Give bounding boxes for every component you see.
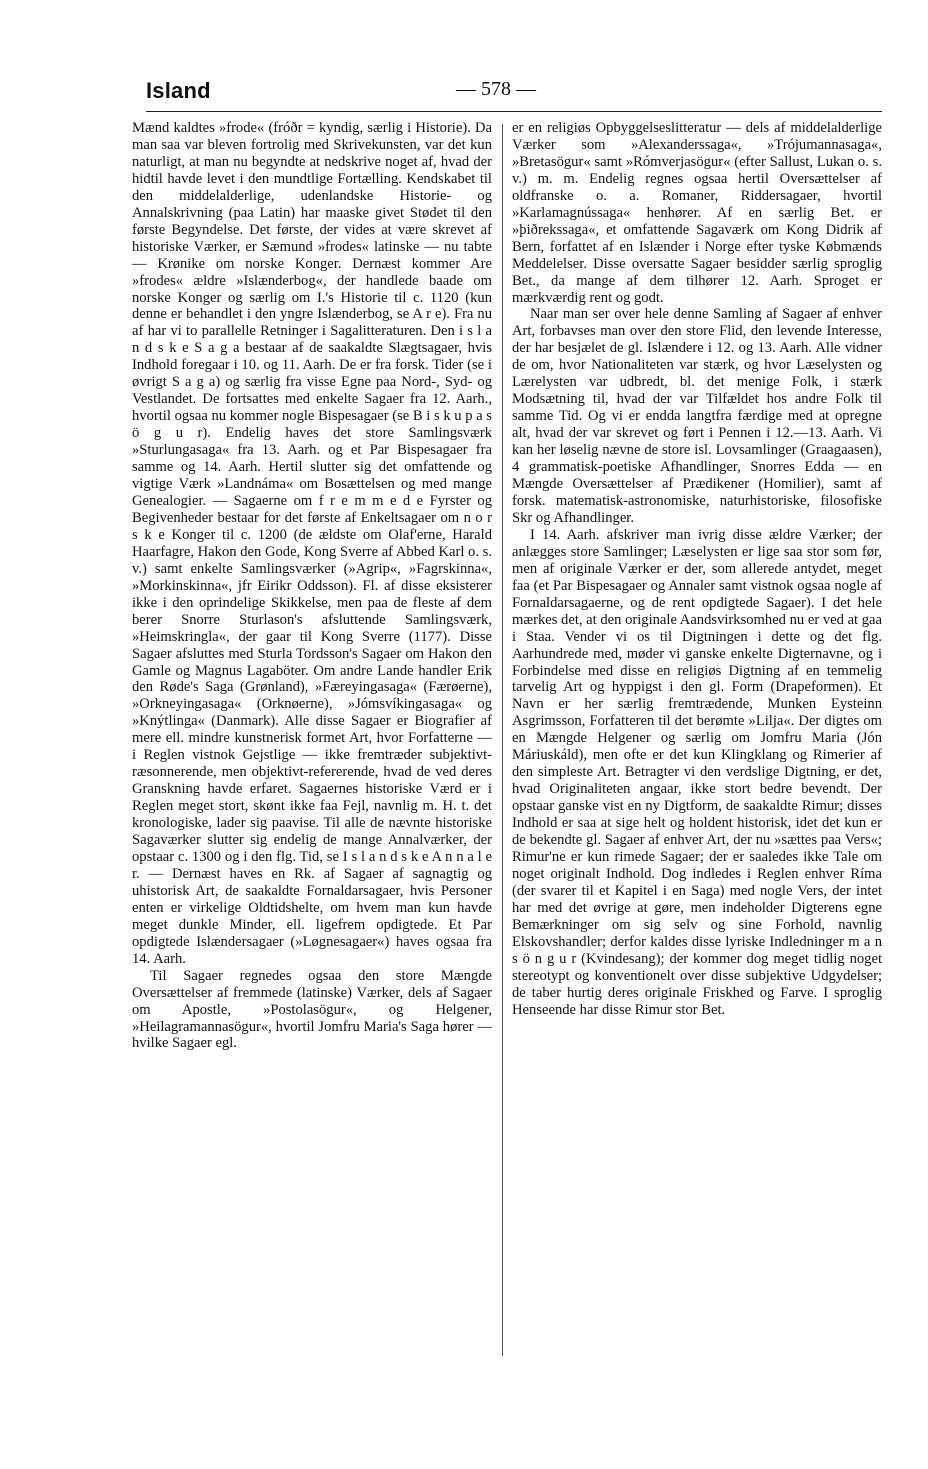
page-title: Island xyxy=(146,78,211,103)
paragraph: Til Sagaer regnedes ogsaa den store Mængde Oversættelser af fremmede (latinske) Værker, dels af Sagaer om Apostle, »Postolasögur«, og Helgener, »Heilagramannasögur«, hvortil Jomfru Maria's Saga hører — hvilke Sagaer egl. xyxy=(132,967,492,1052)
page-number: — 578 — xyxy=(456,78,536,100)
paragraph: er en religiøs Opbyggelseslitteratur — dels af middelalderlige Værker som »Alexanderssaga«, »Trójumannasaga«, »Bretasögur« samt »Rómverjasögur« (efter Sallust, Lukan o. s. v.) m. m. Endelig regnes ogsaa hertil Oversættelser af oldfranske o. a. Romaner, Riddersagaer, hvortil »Karlamagnússaga« henhører. Af en særlig Bet. er »þiðrekssaga«, et omfattende Sagaværk om Kong Didrik af Bern, forfattet af en Islænder i Norge efter tyske Købmænds Meddelelser. Disse oversatte Sagaer besidder særlig sproglig Bet., da mange af dem tilhører 12. Aarh. Sproget er mærkværdig rent og godt. xyxy=(512,120,882,306)
paragraph: Mænd kaldtes »frode« (fróðr = kyndig, særlig i Historie). Da man saa var bleven fortrolig med Skrivekunsten, var det kun naturligt, at man nu begyndte at nedskrive noget af, hvad der hidtil havde levet i den mundtlige Fortælling. Kendskabet til den middelalderlige, udenlandske Historie- og Annalskrivning (paa Latin) har maaske givet Stødet til den første Begyndelse. Det første, der vides at være skrevet af historiske Værker, er Sæmund »frodes« latinske — nu tabte — Krønike om norske Konger. Dernæst kommer Are »frodes« ældre »Islænderbog«, der handlede baade om norske Konger og særlig om I.'s Historie til c. 1120 (kun denne er behandlet i den yngre Islænderbog, se A r e). Fra nu af har vi to parallelle Retninger i Sagalitteraturen. Den i s l a n d s k e S a g a bestaar af de saakaldte Slægtsagaer, hvis Indhold foregaar i 10. og 11. Aarh. De er fra forsk. Tider (se i øvrigt S a g a) og særlig fra visse Egne paa Nord-, Syd- og Vestlandet. De fortsattes med enkelte Sagaer fra 12. Aarh., hvortil ogsaa nu kommer nogle Bispesagaer (se B i s k u p a s ö g u r). Endelig haves det store Samlingsværk »Sturlungasaga« fra 13. Aarh. og et Par Bispesagaer fra samme og 14. Aarh. Hertil slutter sig det omfattende og vigtige Værk »Landnáma« om Bosættelsen og med mange Genealogier. — Sagaerne om f r e m m e d e Fyrster og Begivenheder bestaar for det første af Enkeltsagaer om n o r s k e Konger til c. 1200 (de ældste om Olaf'erne, Harald Haarfagre, Hakon den Gode, Kong Sverre af Abbed Karl o. s. v.) samt enkelte Samlingsværker (»Agrip«, »Fagrskinna«, »Morkinskinna«, jfr Eirikr Oddsson). Fl. af disse eksisterer ikke i den oprindelige Skikkelse, men paa de fleste af dem berer Snorre Sturlason's afsluttende Samlingsværk, »Heimskringla«, der gaar til Kong Sverre (1177). Disse Sagaer afsluttes med Sturla Tordsson's Sagaer om Hakon den Gamle og Magnus Lagaböter. Om andre Lande handler Erik den Røde's Saga (Grønland), »Færeyingasaga« (Færøerne), »Orkneyingasaga« (Orknøerne), »Jómsvíkingasaga« og »Knýtlinga« (Danmark). Alle disse Sagaer er Biografier af mere ell. mindre kunstnerisk formet Art, hvor Forfatterne — i Reglen vistnok Gejstlige — ikke fremtræder subjektivt-ræsonnerende, men objektivt-refererende, hvad de ved deres Granskning havde erfaret. Sagaernes historiske Værd er i Reglen meget stort, skønt ikke faa Fejl, navnlig m. H. t. det kronologiske, lader sig paavise. Til alle de nævnte historiske Sagaværker slutter sig endelig de mange Annalværker, der opstaar c. 1300 og i den flg. Tid, se I s l a n d s k e A n n a l e r. — Dernæst haves en Rk. af Sagaer af sagnagtig og uhistorisk Art, de saakaldte Fornaldarsagaer, hvis Personer enten er virkelige Oldtidshelte, om hvem man kun havde meget dunkle Minder, ell. ligefrem opdigtede. Et Par opdigtede Islændersagaer (»Løgnesagaer«) haves ogsaa fra 14. Aarh. xyxy=(132,120,492,967)
page-header xyxy=(146,72,882,112)
right-column xyxy=(512,120,882,1019)
paragraph: I 14. Aarh. afskriver man ivrig disse ældre Værker; der anlægges store Samlinger; Læselysten er lige saa stor som før, men af originale Værker er der, som allerede antydet, meget faa (et Par Bispesagaer og Annaler samt vistnok ogsaa nogle af Fornaldarsagaerne, og de rent opdigtede Sagaer). I det hele mærkes det, at den originale Aandsvirksomhed nu er ved at gaa i Staa. Vender vi os til Digtningen i dette og det flg. Aarhundrede med, møder vi ganske enkelte Digternavne, og i Forbindelse med disse en religiøs Digtning af en temmelig tarvelig Art og hyppigst i den gl. Form (Drapeformen). Et Navn er her særlig fremtrædende, Munken Eysteinn Asgrimsson, Forfatteren til det berømte »Lilja«. Der digtes om en Mængde Helgener og særlig om Jomfru Maria (Jón Máriuskáld), men ofte er det kun Klingklang og Rimerier af den simpleste Art. Betragter vi den verdslige Digtning, er det, hvad Originaliteten angaar, ikke stort bedre bevendt. Der opstaar ganske vist en ny Digtform, de saakaldte Rimur; disses Indhold er saa at sige helt og holdent historisk, idet det kun er de bekendte gl. Sagaer af enhver Art, der nu »sættes paa Vers«; Rimur'ne er kun rimede Sagaer; der er saaledes ikke Tale om noget originalt Indhold. Dog indledes i Reglen enhver Ríma (der svarer til et Kapitel i en Saga) med nogle Vers, der intet har med det øvrige at gøre, men indeholder Digterens egne Bemærkninger om sig selv og sine Forhold, navnlig Elskovshandler; derfor kaldes disse lyriske Indledninger m a n s ö n g u r (Kvindesang); der kommer dog meget tidlig noget stereotypt og konventionelt over disse subjektive Udgydelser; de taber hurtig deres originale Friskhed og Farve. I sproglig Henseende har disse Rimur stor Bet. xyxy=(512,526,883,1018)
header-rule xyxy=(146,111,882,112)
column-divider xyxy=(502,124,503,1356)
left-column xyxy=(132,120,492,1052)
paragraph: Naar man ser over hele denne Samling af Sagaer af enhver Art, forbavses man over den store Flid, den levende Interesse, der har besjælet de gl. Islændere i 12. og 13. Aarh. Alle vidner de om, hvor Nationaliteten var stærk, og hvor Læselysten og Lærelysten var udbredt, bl. det menige Folk, i stærk Modsætning til, hvad der var Tilfældet hos andre Folk til samme Tid. Og vi er endda langtfra færdige med at opregne alt, hvad der var skrevet og ført i Pennen i 12.—13. Aarh. Vi kan her løselig nævne de store isl. Lovsamlinger (Graagaasen), 4 grammatisk-poetiske Afhandlinger, Snorres Edda — en Mængde Oversættelser af Prædikener (Homilier), samt af forsk. matematisk-astronomiske, naturhistoriske, filosofiske Skr og Afhandlinger. xyxy=(512,306,882,526)
